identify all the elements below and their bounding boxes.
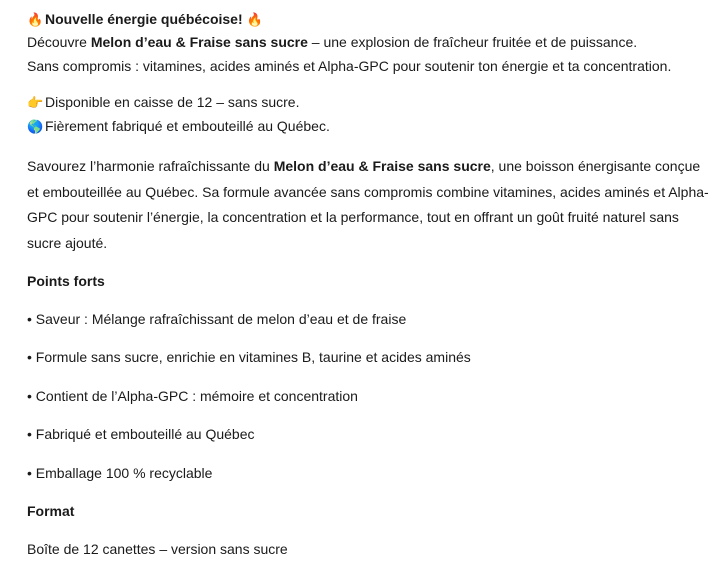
intro-line-1-pre: Découvre xyxy=(27,34,91,50)
pointing-hand-icon: 👉 xyxy=(27,96,44,111)
intro-line-1 xyxy=(27,30,712,54)
globe-icon: 🌎 xyxy=(27,120,44,135)
feature-text: Fièrement fabriqué et embouteillé au Québec. xyxy=(45,118,330,134)
highlight-item: • Saveur : Mélange rafraîchissant de melon d’eau et de fraise xyxy=(27,311,407,327)
description-product-name: Melon d’eau & Fraise sans sucre xyxy=(273,158,491,174)
feature-text: Disponible en caisse de 12 – sans sucre. xyxy=(45,94,300,110)
description-pre: Savourez l’harmonie rafraîchissante du xyxy=(27,158,274,174)
product-description xyxy=(27,8,712,562)
description-paragraph xyxy=(27,154,712,256)
fire-icon: 🔥 xyxy=(27,13,44,28)
highlight-item: • Fabriqué et embouteillé au Québec xyxy=(27,426,255,443)
format-text: Boîte de 12 canettes – version sans sucre xyxy=(27,541,288,558)
format-heading: Format xyxy=(27,502,75,519)
highlight-item: • Formule sans sucre, enrichie en vitamines B, taurine et acides aminés xyxy=(27,349,471,366)
highlight-item: • Contient de l’Alpha-GPC : mémoire et concentration xyxy=(27,387,358,404)
highlight-item: • Emballage 100 % recyclable xyxy=(27,464,213,481)
highlights-heading: Points forts xyxy=(27,273,105,289)
intro-title: Nouvelle énergie québécoise! xyxy=(45,11,243,27)
feature-item xyxy=(27,90,712,114)
intro-line-2: Sans compromis : vitamines, acides aminés et Alpha-GPC pour soutenir ton énergie et ta concentration. xyxy=(27,58,672,74)
fire-icon: 🔥 xyxy=(246,13,263,28)
product-name: Melon d’eau & Fraise sans sucre xyxy=(90,34,308,50)
feature-item xyxy=(27,114,712,138)
intro-title-line xyxy=(27,8,712,30)
intro-line-1-post: – une explosion de fraîcheur fruitée et de puissance. xyxy=(307,34,638,50)
description-post: , une boisson énergisante conçue et embouteillée au Québec. Sa formule avancée sans compromis combine vitamines, acides aminés et Alpha-GPC pour soutenir l’énergie, la concentration et la performance, tout en offrant un goût fruité naturel sans sucre ajouté. xyxy=(27,158,709,251)
